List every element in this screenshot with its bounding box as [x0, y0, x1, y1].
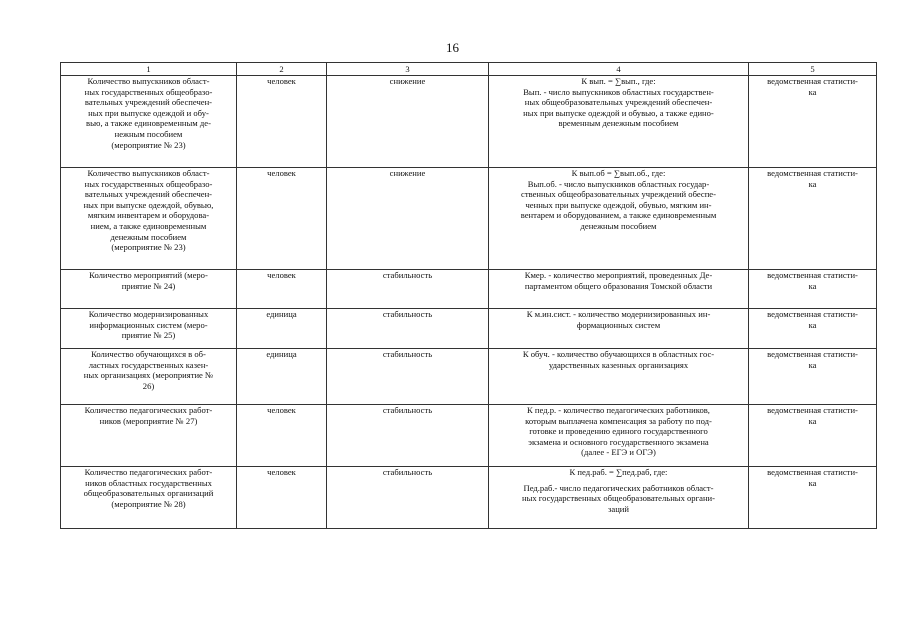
table-row [61, 309, 877, 349]
indicator-text: Количество педагогических работ- ников областных государственных общеобразовательных организаций (мероприятие № 28) [83, 467, 214, 509]
source-cell [749, 349, 877, 405]
unit-text: человек [267, 467, 296, 477]
indicator-text: Количество выпускников област- ных государственных общеобразо- вательных учреждений обеспечен- ных при выпуске одеждой, обувью, мягким инвентарем и оборудова- нием, а также единовременным денежным пособием (мероприятие № 23) [83, 168, 214, 253]
indicator-cell [61, 467, 237, 529]
indicator-cell [61, 349, 237, 405]
formula-description: Вып.об. - число выпускников областных государ- ственных общеобразовательных учреждений обеспе- ченных при выпуске одеждой, обувью, мягким ин- вентарем и оборудованием, а также единовременным денежным пособием [520, 178, 717, 231]
unit-cell [237, 76, 327, 168]
source-cell [749, 270, 877, 309]
table-row [61, 168, 877, 270]
trend-cell [327, 467, 489, 529]
formula-head: К вып. = ∑вып., где: [581, 76, 656, 86]
unit-text: человек [267, 270, 296, 280]
trend-text: стабильность [382, 349, 433, 359]
trend-text: снижение [389, 76, 426, 86]
source-text: ведомственная статисти- ка [767, 467, 858, 488]
source-text: ведомственная статисти- ка [767, 168, 858, 189]
table-row [61, 76, 877, 168]
source-cell [749, 76, 877, 168]
column-header-1: 1 [61, 63, 237, 76]
formula-description: Кмер. - количество мероприятий, проведенных Де- партаментом общего образования Томской области [524, 270, 713, 291]
indicator-text: Количество обучающихся в об- ластных государственных казен- ных организациях (мероприятие № 26) [83, 349, 214, 391]
unit-text: единица [266, 349, 297, 359]
unit-cell [237, 349, 327, 405]
formula-description: К обуч. - количество обучающихся в областных гос- ударственных казенных организациях [522, 349, 715, 370]
column-header-4: 4 [489, 63, 749, 76]
formula-cell [489, 349, 749, 405]
trend-text: снижение [389, 168, 426, 178]
trend-cell [327, 270, 489, 309]
indicator-cell [61, 405, 237, 467]
unit-text: единица [266, 309, 297, 319]
table-row [61, 467, 877, 529]
unit-text: человек [267, 405, 296, 415]
unit-cell [237, 309, 327, 349]
indicator-text: Количество модернизированных информационных систем (меро- приятие № 25) [88, 309, 209, 341]
formula-head: К пед.раб. = ∑пед.раб, где: [569, 467, 668, 477]
unit-cell [237, 168, 327, 270]
source-cell [749, 168, 877, 270]
table-row [61, 270, 877, 309]
table-row [61, 349, 877, 405]
formula-cell [489, 309, 749, 349]
source-cell [749, 405, 877, 467]
source-text: ведомственная статисти- ка [767, 349, 858, 370]
indicator-text: Количество педагогических работ- ников (мероприятие № 27) [84, 405, 213, 426]
header-row [61, 63, 877, 76]
column-header-5: 5 [749, 63, 877, 76]
trend-text: стабильность [382, 309, 433, 319]
trend-cell [327, 309, 489, 349]
formula-cell [489, 270, 749, 309]
table-row [61, 405, 877, 467]
trend-text: стабильность [382, 405, 433, 415]
trend-cell [327, 168, 489, 270]
formula-description: Вып. - число выпускников областных государствен- ных общеобразовательных учреждений обеспечен- ных при выпуске одеждой и обувью, а также едино- временным денежным пособием [523, 86, 714, 129]
source-text: ведомственная статисти- ка [767, 270, 858, 291]
indicator-cell [61, 76, 237, 168]
formula-cell [489, 467, 749, 529]
formula-cell [489, 168, 749, 270]
indicator-cell [61, 270, 237, 309]
source-text: ведомственная статисти- ка [767, 405, 858, 426]
formula-description: К м.ин.сист. - количество модернизированных ин- формационных систем [526, 309, 711, 330]
source-cell [749, 467, 877, 529]
trend-cell [327, 349, 489, 405]
page-number: 16 [446, 40, 459, 55]
indicator-text: Количество мероприятий (меро- приятие № 24) [89, 270, 208, 291]
indicator-text: Количество выпускников област- ных государственных общеобразо- вательных учреждений обеспечен- ных при выпуске одеждой и обу- вью, а также единовременным де- нежным пособием (мероприятие № 23) [84, 76, 213, 150]
unit-cell [237, 467, 327, 529]
source-text: ведомственная статисти- ка [767, 76, 858, 97]
indicator-cell [61, 309, 237, 349]
source-cell [749, 309, 877, 349]
trend-text: стабильность [382, 270, 433, 280]
unit-cell [237, 405, 327, 467]
unit-text: человек [267, 168, 296, 178]
formula-head: К вып.об = ∑вып.об., где: [571, 168, 666, 178]
formula-description: К пед.р. - количество педагогических работников, которым выплачена компенсация за работу по под- готовке и проведению единого государственного экзамена и основного государственного экзамена (далее - ЕГЭ и ОГЭ) [525, 405, 712, 458]
formula-description: Пед.раб.- число педагогических работников област- ных государственных общеобразовательных органи- заций [521, 482, 716, 514]
formula-cell [489, 405, 749, 467]
trend-cell [327, 405, 489, 467]
unit-text: человек [267, 76, 296, 86]
source-text: ведомственная статисти- ка [767, 309, 858, 330]
trend-text: стабильность [382, 467, 433, 477]
column-header-3: 3 [327, 63, 489, 76]
indicator-cell [61, 168, 237, 270]
unit-cell [237, 270, 327, 309]
trend-cell [327, 76, 489, 168]
column-header-2: 2 [237, 63, 327, 76]
formula-cell [489, 76, 749, 168]
indicators-table [60, 62, 877, 529]
